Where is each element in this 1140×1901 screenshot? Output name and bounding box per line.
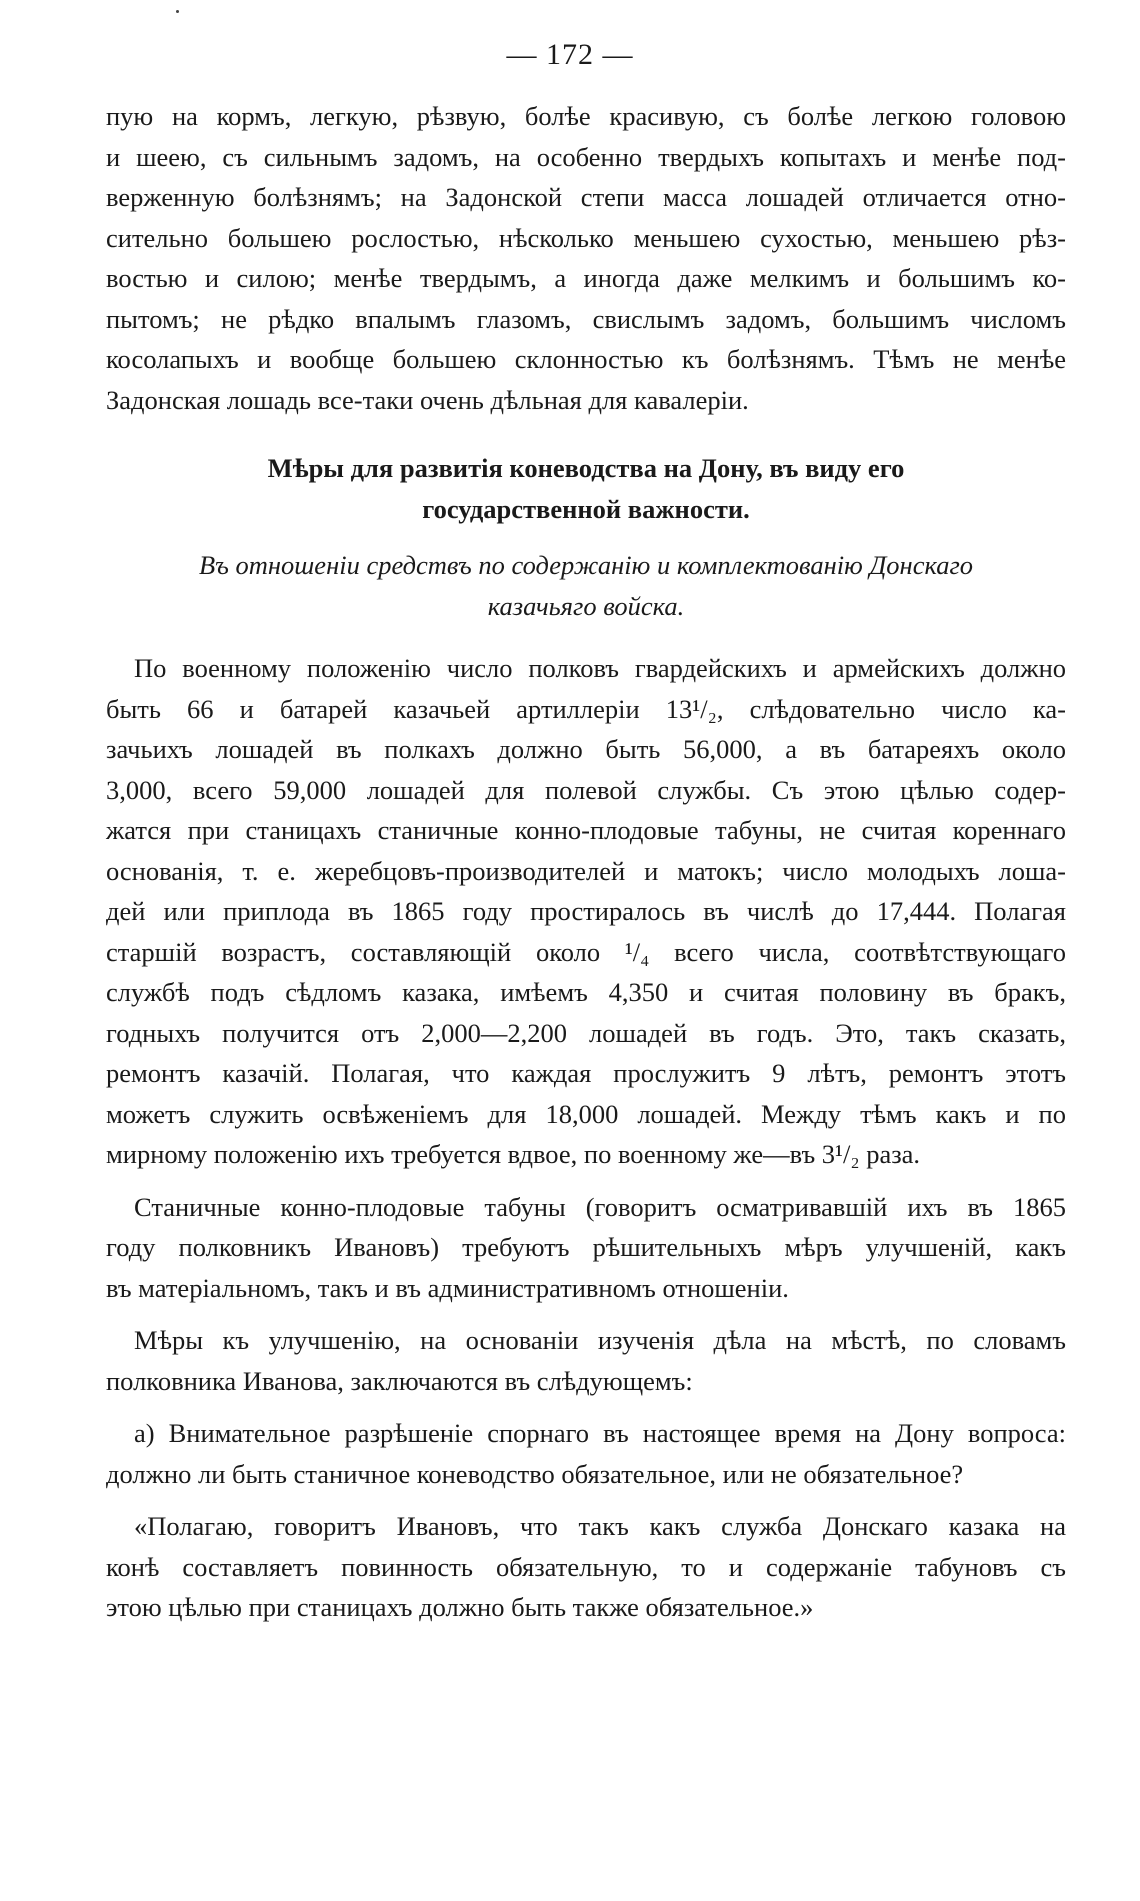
text-line: старшій возрастъ, составляющій около ¹/₄ всего числа, соотвѣтствующаго — [106, 936, 1066, 967]
text-line: мирному положенію ихъ требуется вдвое, по военному же—въ 3¹/₂ раза. — [106, 1139, 921, 1169]
paragraph-quote — [106, 1506, 1066, 1628]
text-line: Мѣры къ улучшенію, на основаніи изученія дѣла на мѣстѣ, по словамъ — [134, 1325, 1066, 1355]
text-line: основанія, т. е. жеребцовъ-производителей и матокъ; число молодыхъ лоша- — [106, 855, 1066, 886]
text-line: сительно большею рослостью, нѣсколько меньшею сухостью, меньшею рѣз- — [106, 222, 1066, 253]
text-line: дей или приплода въ 1865 году простиралось въ числѣ до 17,444. Полагая — [106, 896, 1066, 926]
text-line: полковника Иванова, заключаются въ слѣдующемъ: — [106, 1365, 693, 1396]
text-line: и шеею, съ сильнымъ задомъ, на особенно твердыхъ копытахъ и менѣе под- — [106, 141, 1066, 172]
section-heading-line: Мѣры для развитія коневодства на Дону, въ виду его — [267, 453, 905, 483]
text-line: жатся при станицахъ станичные конно-плодовые табуны, не считая кореннаго — [106, 815, 1066, 845]
page-number — [0, 38, 1140, 72]
text-line: въ матеріальномъ, такъ и въ административномъ отношеніи. — [106, 1272, 789, 1303]
opening-paragraph — [106, 96, 1066, 420]
section-heading-line: государственной важности. — [422, 493, 750, 524]
text-line: 3,000, всего 59,000 лошадей для полевой службы. Съ этою цѣлью содер- — [106, 774, 1066, 805]
paragraph-item-a — [106, 1413, 1066, 1494]
text-line: зачьихъ лошадей въ полкахъ должно быть 56,000, а въ батареяхъ около — [106, 734, 1066, 764]
text-line: году полковникъ Ивановъ) требуютъ рѣшительныхъ мѣръ улучшеній, какъ — [106, 1232, 1066, 1262]
text-line: должно ли быть станичное коневодство обязательное, или не обязательное? — [106, 1458, 964, 1489]
page-number-text: — 172 — — [506, 38, 634, 71]
subsection-heading-line: казачьяго войска. — [487, 590, 685, 621]
text-line: этою цѣлью при станицахъ должно быть также обязательное.» — [106, 1592, 814, 1622]
text-line: По военному положенію число полковъ гвардейскихъ и армейскихъ должно — [134, 653, 1066, 683]
text-line: востью и силою; менѣе твердымъ, а иногда даже мелкимъ и большимъ ко- — [106, 263, 1066, 293]
text-line: ремонтъ казачій. Полагая, что каждая прослужитъ 9 лѣтъ, ремонтъ этотъ — [106, 1058, 1066, 1088]
text-line: пытомъ; не рѣдко впалымъ глазомъ, свислымъ задомъ, большимъ числомъ — [106, 303, 1066, 334]
print-speck — [176, 10, 179, 13]
paragraph-measures — [106, 1320, 1066, 1401]
text-line: «Полагаю, говоритъ Ивановъ, что такъ какъ служба Донскаго казака на — [134, 1511, 1066, 1541]
text-column — [106, 96, 1066, 1628]
subsection-heading-line: Въ отношеніи средствъ по содержанію и комплектованію Донскаго — [198, 550, 974, 580]
text-line: косолапыхъ и вообще большею склонностью къ болѣзнямъ. Тѣмъ не менѣе — [106, 344, 1066, 374]
text-line: быть 66 и батарей казачьей артиллеріи 13¹/₂, слѣдовательно число ка- — [106, 693, 1066, 724]
text-line: годныхъ получится отъ 2,000—2,200 лошадей въ годъ. Это, такъ сказать, — [106, 1017, 1066, 1048]
text-line: службѣ подъ сѣдломъ казака, имѣемъ 4,350 и считая половину въ бракъ, — [106, 977, 1066, 1007]
text-line: пую на кормъ, легкую, рѣзвую, болѣе красивую, съ болѣе легкою головою — [106, 101, 1066, 131]
section-heading — [106, 448, 1066, 529]
text-line: Станичные конно-плодовые табуны (говоритъ осматривавшій ихъ въ 1865 — [134, 1191, 1066, 1222]
text-line: конѣ составляетъ повинность обязательную, то и содержаніе табуновъ съ — [106, 1551, 1066, 1582]
text-line: можетъ служить освѣженіемъ для 18,000 лошадей. Между тѣмъ какъ и по — [106, 1098, 1066, 1129]
text-line: а) Внимательное разрѣшеніе спорнаго въ настоящее время на Дону вопроса: — [134, 1418, 1066, 1448]
subsection-heading — [106, 545, 1066, 626]
paragraph-military-horses — [106, 648, 1066, 1175]
text-line: верженную болѣзнямъ; на Задонской степи масса лошадей отличается отно- — [106, 182, 1066, 212]
paragraph-herds — [106, 1187, 1066, 1309]
text-line: Задонская лошадь все-таки очень дѣльная для кавалеріи. — [106, 384, 749, 415]
